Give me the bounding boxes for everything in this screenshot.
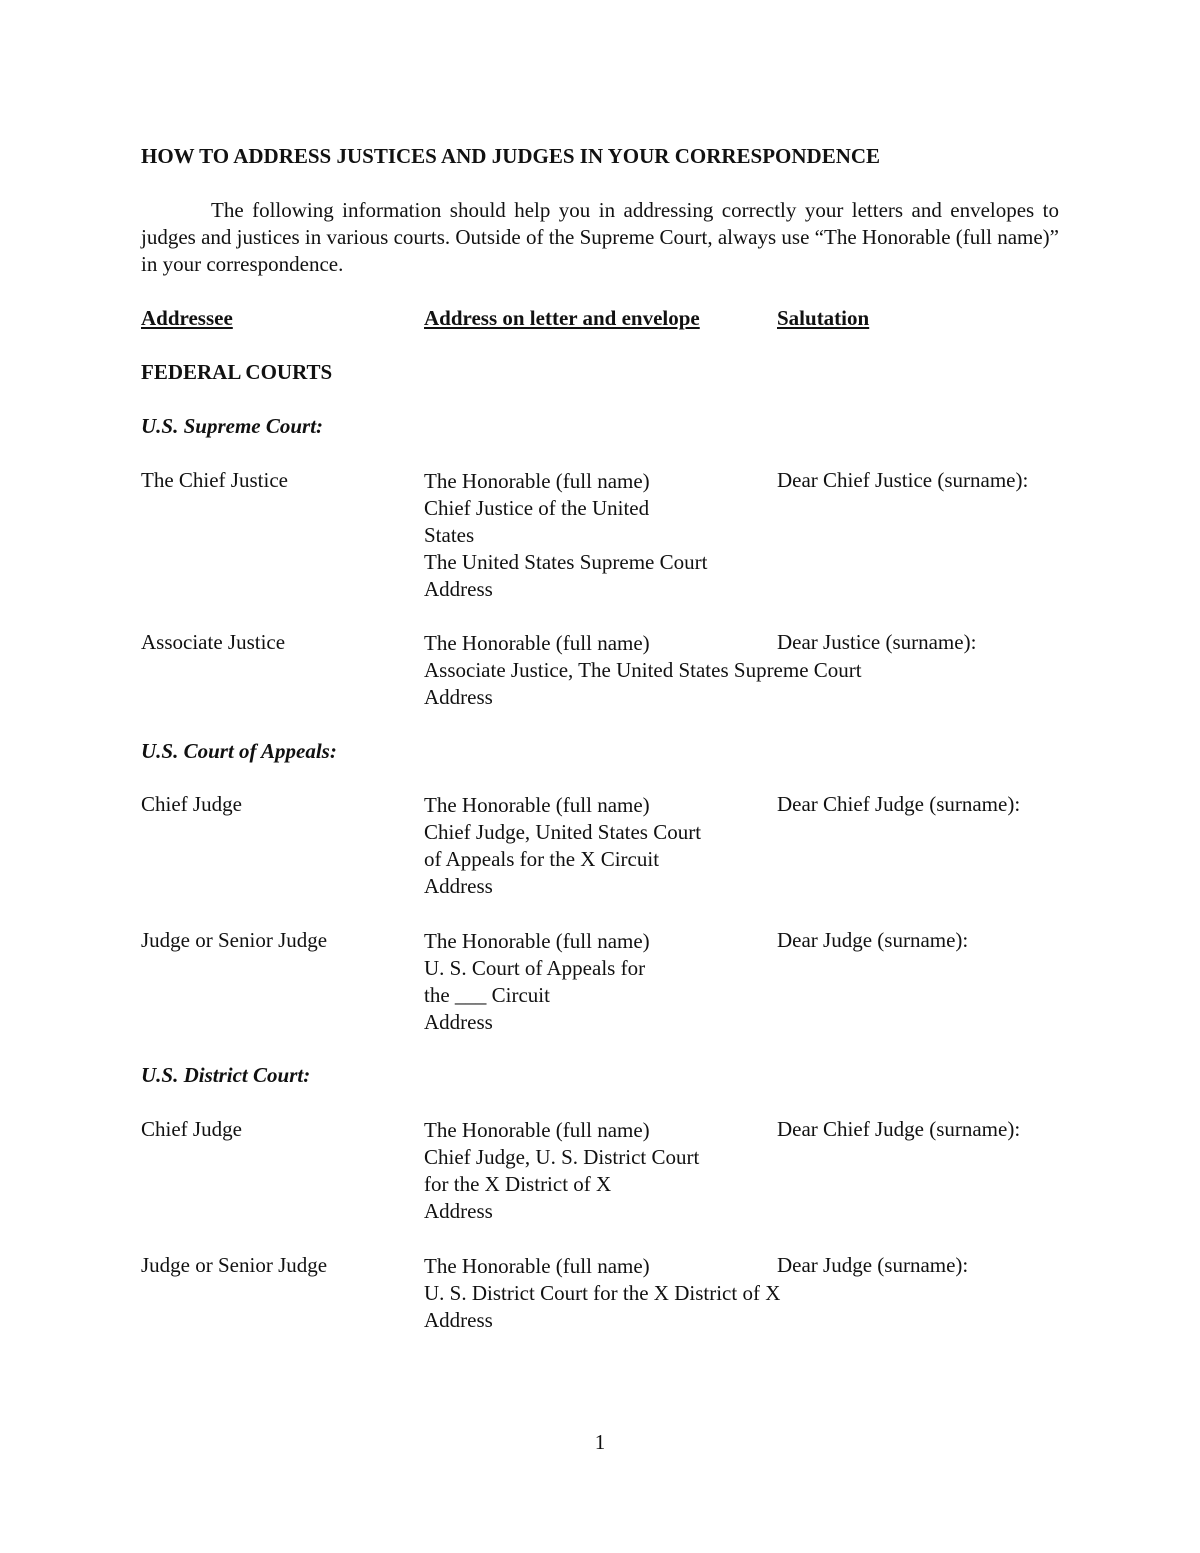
address-line: Chief Judge, United States Court	[424, 820, 702, 844]
address-line: States	[424, 523, 475, 547]
address-line: The Honorable (full name)	[424, 469, 650, 493]
entry-salutation: Dear Judge (surname):	[777, 1253, 969, 1277]
address-line: The United States Supreme Court	[424, 550, 708, 574]
document-title: HOW TO ADDRESS JUSTICES AND JUDGES IN YOUR CORRESPONDENCE	[141, 144, 881, 168]
court-label-appeals: U.S. Court of Appeals:	[141, 739, 337, 763]
entry-addressee: The Chief Justice	[141, 468, 288, 492]
entry-addressee: Associate Justice	[141, 630, 286, 654]
entry-address	[424, 1253, 780, 1334]
address-line: Address	[424, 1010, 493, 1034]
entry-address	[424, 468, 707, 603]
column-header-address: Address on letter and envelope	[424, 306, 700, 330]
address-line: Chief Justice of the United	[424, 496, 650, 520]
address-line: the ___ Circuit	[424, 983, 550, 1007]
address-line: U. S. District Court for the X District of X	[424, 1281, 781, 1305]
intro-paragraph	[141, 197, 1059, 278]
entry-addressee: Judge or Senior Judge	[141, 1253, 328, 1277]
entry-salutation: Dear Chief Judge (surname):	[777, 1117, 1021, 1141]
address-line: Address	[424, 1199, 493, 1223]
address-line: The Honorable (full name)	[424, 1118, 650, 1142]
page-number: 1	[594, 1430, 606, 1454]
address-line: Address	[424, 874, 493, 898]
entry-addressee: Chief Judge	[141, 792, 242, 816]
address-line: for the X District of X	[424, 1172, 612, 1196]
entry-salutation: Dear Chief Justice (surname):	[777, 468, 1029, 492]
address-line: Address	[424, 685, 493, 709]
section-federal-courts: FEDERAL COURTS	[141, 360, 333, 384]
entry-addressee: Chief Judge	[141, 1117, 242, 1141]
address-line: Address	[424, 1308, 493, 1332]
address-line: The Honorable (full name)	[424, 1254, 650, 1278]
address-line: The Honorable (full name)	[424, 631, 650, 655]
address-line: The Honorable (full name)	[424, 793, 650, 817]
address-line: Chief Judge, U. S. District Court	[424, 1145, 700, 1169]
address-line: of Appeals for the X Circuit	[424, 847, 660, 871]
entry-address	[424, 928, 650, 1036]
address-line: U. S. Court of Appeals for	[424, 956, 646, 980]
entry-salutation: Dear Judge (surname):	[777, 928, 969, 952]
address-line: Associate Justice, The United States Supreme Court	[424, 658, 862, 682]
court-label-supreme: U.S. Supreme Court:	[141, 414, 324, 438]
intro-text: The following information should help you in addressing correctly your letters and envelopes to judges and justices in various courts. Outside of the Supreme Court, always use “The Honorable (full name)” in your correspondence.	[141, 198, 1059, 276]
entry-salutation: Dear Justice (surname):	[777, 630, 977, 654]
address-line: Address	[424, 577, 493, 601]
column-header-addressee: Addressee	[141, 306, 233, 330]
entry-address	[424, 1117, 699, 1225]
entry-address	[424, 792, 701, 900]
address-line: The Honorable (full name)	[424, 929, 650, 953]
entry-salutation: Dear Chief Judge (surname):	[777, 792, 1021, 816]
court-label-district: U.S. District Court:	[141, 1063, 311, 1087]
column-header-salutation: Salutation	[777, 306, 870, 330]
entry-addressee: Judge or Senior Judge	[141, 928, 328, 952]
